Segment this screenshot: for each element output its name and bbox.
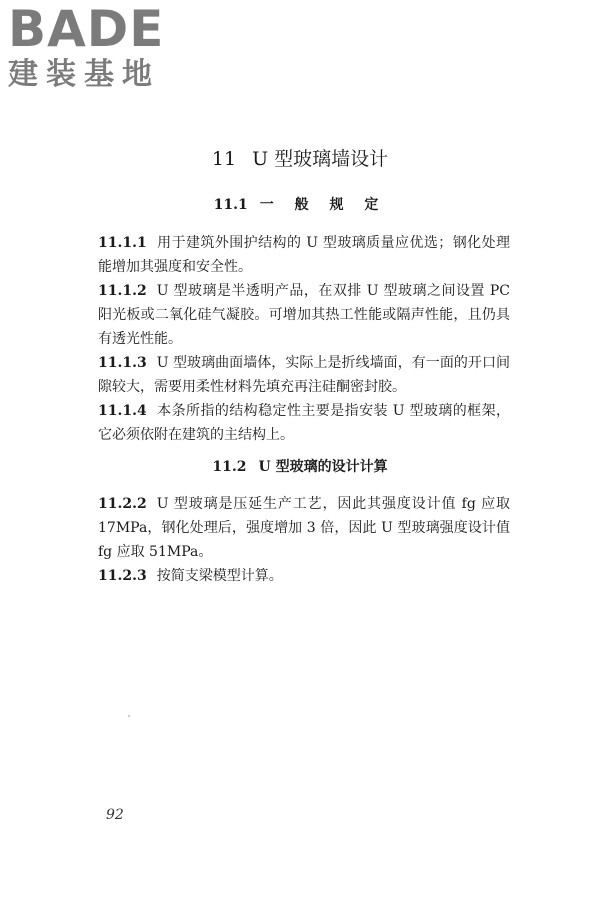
- clause-number: 11.1.3: [98, 355, 147, 371]
- scan-speck: [128, 715, 130, 717]
- section-number: 11.1: [213, 197, 248, 213]
- section-11-1-clauses: [98, 231, 510, 447]
- clause-text: U 型玻璃是压延生产工艺，因此其强度设计值 fg 应取 17MPa，钢化处理后，强度增加 3 倍，因此 U 型玻璃强度设计值 fg 应取 51MPa。: [98, 496, 510, 560]
- clause-number: 11.1.2: [98, 283, 147, 299]
- clause: [98, 492, 510, 564]
- clause-text: U 型玻璃是半透明产品，在双排 U 型玻璃之间设置 PC 阳光板或二氧化硅气凝胶。可增加其热工性能或隔声性能，且仍具有透光性能。: [98, 283, 510, 347]
- clause: [98, 279, 510, 351]
- clause-number: 11.1.4: [98, 403, 147, 419]
- clause-text: U 型玻璃曲面墙体，实际上是折线墙面，有一面的开口间隙较大，需要用柔性材料先填充再注硅酮密封胶。: [98, 355, 510, 395]
- chapter-number: 11: [211, 148, 237, 170]
- clause-number: 11.1.1: [98, 235, 147, 251]
- clause-text: 用于建筑外围护结构的 U 型玻璃质量应优选；钢化处理能增加其强度和安全性。: [98, 235, 510, 275]
- section-title-11-2: [0, 456, 600, 476]
- clause-number: 11.2.2: [98, 496, 147, 512]
- section-title-11-1: [0, 194, 600, 214]
- section-number: 11.2: [212, 459, 247, 475]
- clause-text: 按简支梁模型计算。: [156, 568, 283, 584]
- clause-text: 本条所指的结构稳定性主要是指安装 U 型玻璃的框架，它必须依附在建筑的主结构上。: [98, 403, 510, 443]
- logo-subtitle: 建装基地: [8, 57, 160, 92]
- section-title-text: U 型玻璃的设计计算: [258, 459, 388, 475]
- clause: [98, 564, 510, 588]
- logo-wordmark: BADE: [8, 0, 165, 58]
- clause: [98, 231, 510, 279]
- clause: [98, 351, 510, 399]
- section-11-2-clauses: [98, 492, 510, 588]
- section-title-text: 一 般 规 定: [259, 197, 387, 213]
- clause: [98, 399, 510, 447]
- clause-number: 11.2.3: [98, 568, 147, 584]
- brand-logo: [8, 0, 165, 92]
- page-number: 92: [106, 807, 124, 823]
- chapter-title: [0, 144, 600, 171]
- chapter-title-text: U 型玻璃墙设计: [252, 148, 389, 170]
